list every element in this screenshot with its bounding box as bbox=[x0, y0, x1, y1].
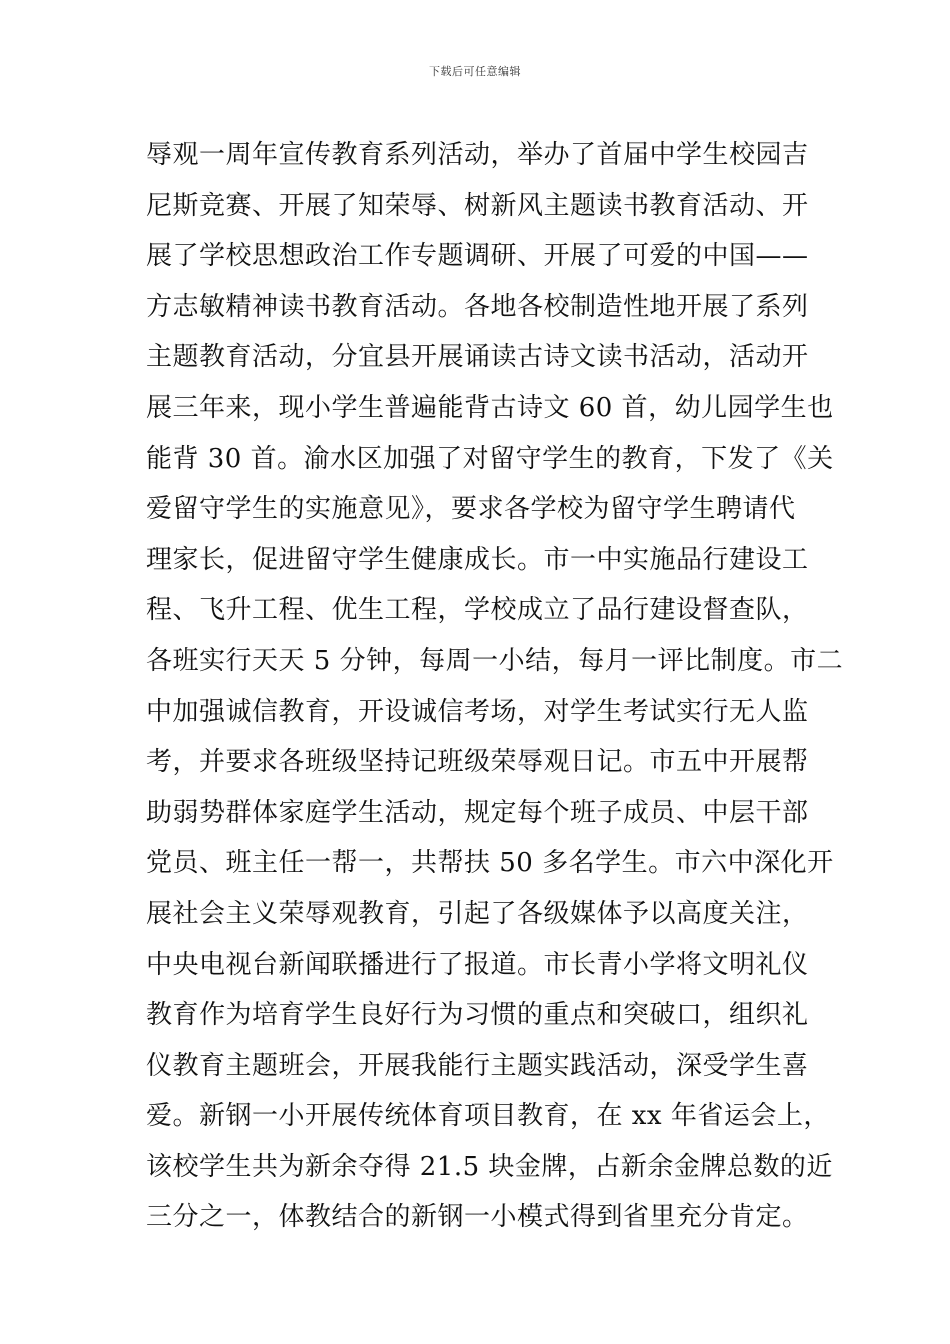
text-line: 该校学生共为新余夺得 21.5 块金牌，占新余金牌总数的近 bbox=[146, 1151, 833, 1182]
text-line: 展了学校思想政治工作专题调研、开展了可爱的中国—— bbox=[146, 241, 809, 272]
text-line: 展社会主义荣辱观教育，引起了各级媒体予以高度关注， bbox=[146, 898, 809, 929]
text-line: 各班实行天天 5 分钟，每周一小结，每月一评比制度。市二 bbox=[146, 645, 844, 676]
text-line: 中加强诚信教育，开设诚信考场，对学生考试实行无人监 bbox=[146, 696, 809, 727]
text-line: 中央电视台新闻联播进行了报道。市长青小学将文明礼仪 bbox=[146, 949, 809, 980]
text-line: 助弱势群体家庭学生活动，规定每个班子成员、中层干部 bbox=[146, 797, 809, 828]
text-line: 理家长，促进留守学生健康成长。市一中实施品行建设工 bbox=[146, 544, 809, 575]
page-header: 下载后可任意编辑 bbox=[429, 65, 521, 78]
body-paragraph bbox=[146, 130, 844, 1243]
text-line: 教育作为培育学生良好行为习惯的重点和突破口，组织礼 bbox=[146, 1000, 809, 1031]
text-line: 考，并要求各班级坚持记班级荣辱观日记。市五中开展帮 bbox=[146, 747, 809, 778]
text-line: 爱留守学生的实施意见》，要求各学校为留守学生聘请代 bbox=[146, 494, 796, 525]
text-line: 能背 30 首。渝水区加强了对留守学生的教育，下发了《关 bbox=[146, 443, 834, 474]
text-line: 方志敏精神读书教育活动。各地各校制造性地开展了系列 bbox=[146, 291, 809, 322]
text-line: 展三年来，现小学生普遍能背古诗文 60 首，幼儿园学生也 bbox=[146, 392, 834, 423]
text-line: 程、飞升工程、优生工程，学校成立了品行建设督查队， bbox=[146, 595, 809, 626]
text-line: 党员、班主任一帮一，共帮扶 50 多名学生。市六中深化开 bbox=[146, 848, 834, 879]
text-line: 辱观一周年宣传教育系列活动，举办了首届中学生校园吉 bbox=[146, 140, 809, 170]
text-line: 仪教育主题班会，开展我能行主题实践活动，深受学生喜 bbox=[146, 1050, 809, 1081]
text-line: 爱。新钢一小开展传统体育项目教育，在 xx 年省运会上， bbox=[146, 1101, 830, 1132]
text-line: 尼斯竞赛、开展了知荣辱、树新风主题读书教育活动、开 bbox=[146, 190, 809, 221]
text-line: 主题教育活动，分宜县开展诵读古诗文读书活动，活动开 bbox=[146, 342, 809, 373]
text-line: 三分之一，体教结合的新钢一小模式得到省里充分肯定。 bbox=[146, 1202, 809, 1233]
